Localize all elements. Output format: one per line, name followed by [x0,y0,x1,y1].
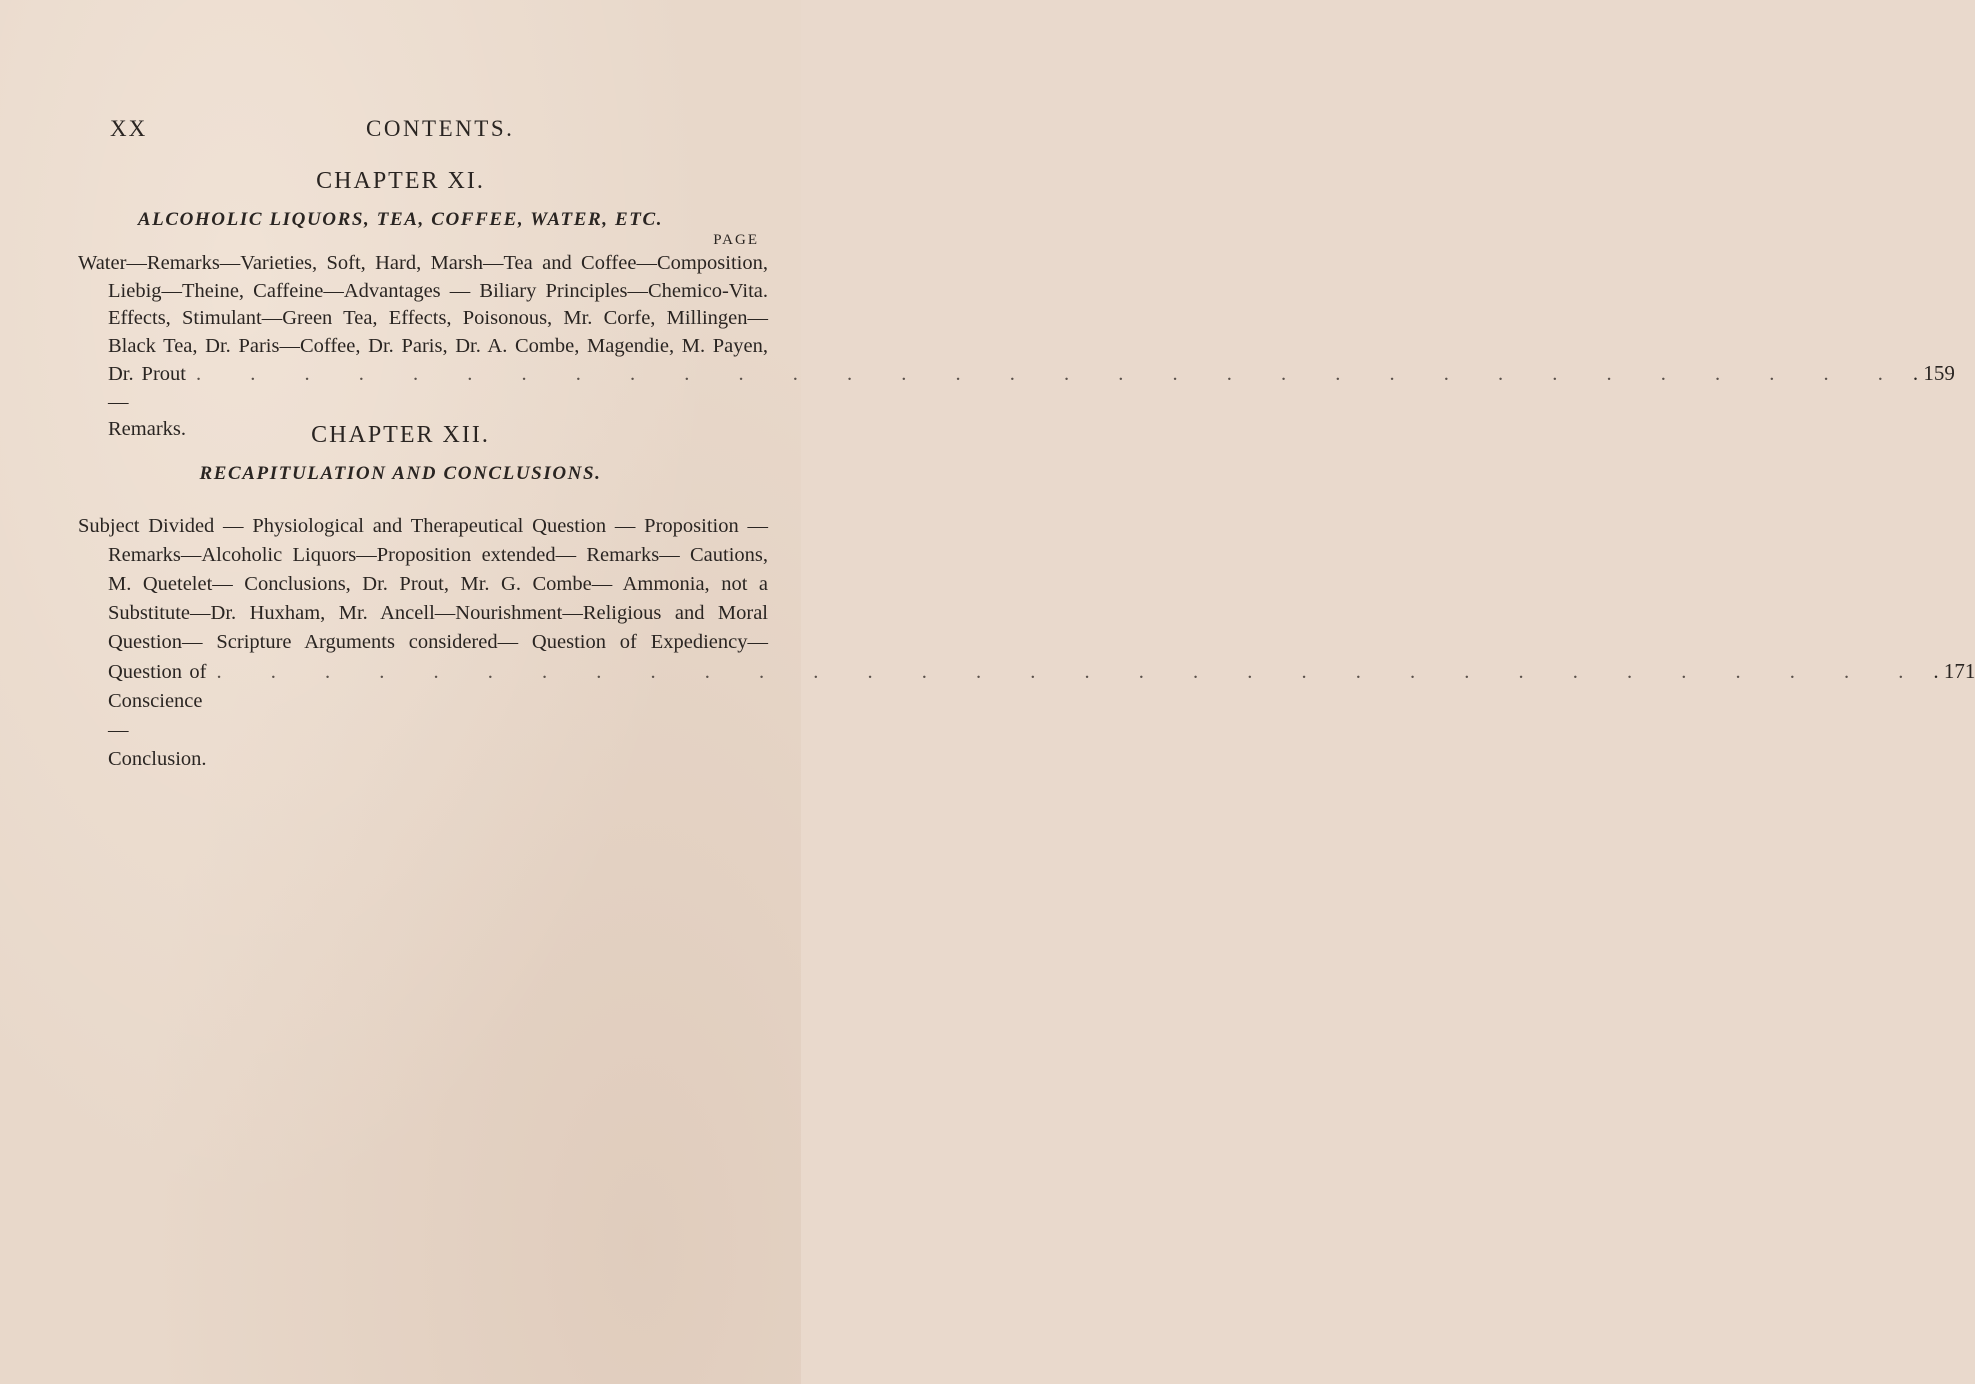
page-number: XX [110,116,148,141]
chapter-xii-heading-block [0,422,801,485]
entry-line: Liebig—Theine, Caffeine—Advantages — Biliary Principles—Chemico-Vita. [108,279,768,302]
chapter-heading: CHAPTER XII. [311,422,490,448]
entry-line: Dr. Prout—Remarks. [108,363,186,440]
entry-line: Remarks—Alcoholic Liquors—Proposition extended— Remarks— Cautions, [108,544,768,566]
dot-leaders: . . . . . . . . . . . . . . . . . . . . . . . . . . . . . . . . [195,363,1905,385]
entry-line: Question— Scripture Arguments considered— Question of Expediency— [108,631,768,653]
page-column-label: PAGE [713,232,759,248]
page-reference: . 171 [1933,659,1975,683]
entry-line: Black Tea, Dr. Paris—Coffee, Dr. Paris, Dr. A. Combe, Magendie, M. Payen, [108,334,768,357]
entry-last-line [108,657,1975,774]
running-head-title: CONTENTS. [366,116,515,141]
running-head [0,116,801,150]
dot-leaders: . . . . . . . . . . . . . . . . . . . . . . . . . . . . . . . . [216,661,1926,683]
chapter-subtitle: ALCOHOLIC LIQUORS, TEA, COFFEE, WATER, ETC. [137,209,664,230]
entry-line: Subject Divided — Physiological and Therapeutical Question — Proposition — [78,515,768,537]
entry-line: Question of Conscience—Conclusion. [108,661,207,770]
chapter-xi-contents-entry [78,250,1955,444]
chapter-xi-heading-block [0,168,801,231]
entry-line: Substitute—Dr. Huxham, Mr. Ancell—Nourishment—Religious and Moral [108,602,768,624]
entry-line: Effects, Stimulant—Green Tea, Effects, Poisonous, Mr. Corfe, Millingen— [108,307,768,329]
chapter-subtitle: RECAPITULATION AND CONCLUSIONS. [199,463,602,484]
entry-line: M. Quetelet— Conclusions, Dr. Prout, Mr. G. Combe— Ammonia, not a [108,573,768,595]
page-reference: . 159 [1912,361,1955,385]
chapter-heading: CHAPTER XI. [316,168,485,194]
entry-line: Water—Remarks—Varieties, Soft, Hard, Marsh—Tea and Coffee—Composition, [78,252,768,274]
chapter-xii-contents-entry [78,512,1975,774]
